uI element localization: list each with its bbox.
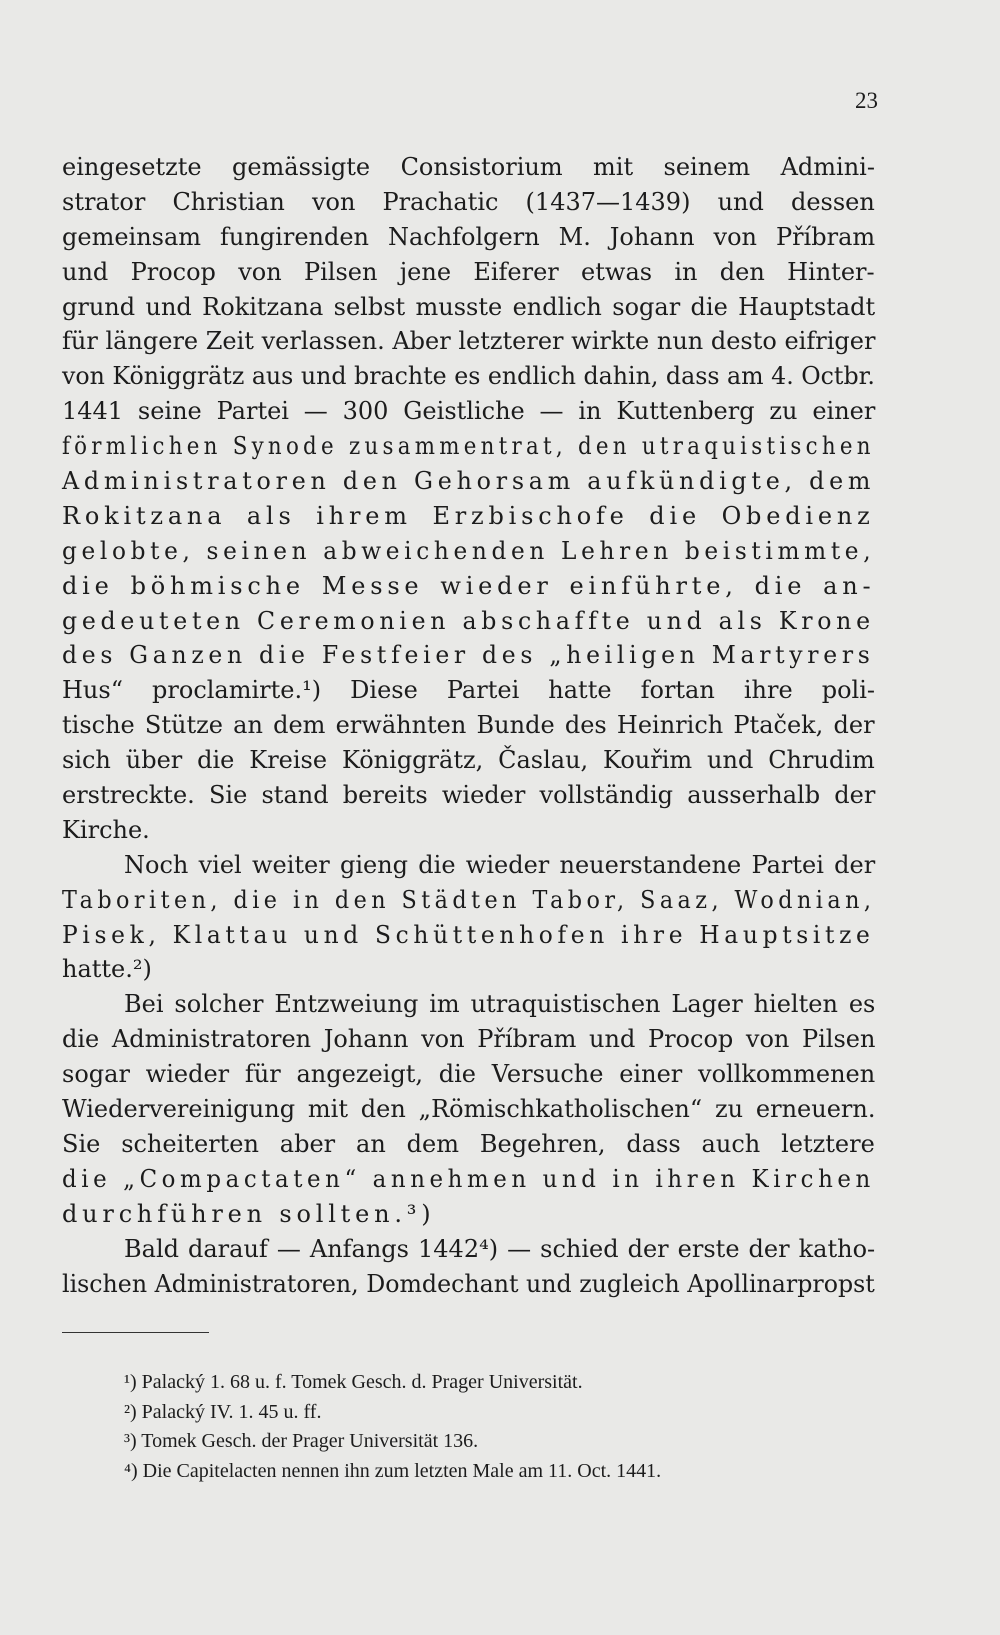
text-line: Noch viel weiter gieng die wieder neuerstandene Partei der (124, 850, 876, 879)
text-line: Rokitzana als ihrem Erzbischofe die Obedienz (62, 501, 875, 530)
text-line: 1441 seine Partei — 300 Geistliche — in Kuttenberg zu einer (62, 397, 876, 426)
text-line: und Procop von Pilsen jene Eiferer etwas in den Hinter- (62, 257, 875, 286)
text-line: Hus“ proclamirte.¹) Diese Partei hatte fortan ihre poli- (62, 676, 876, 705)
text-line: Taboriten, die in den Städten Tabor, Saaz, Wodnian, (62, 885, 876, 914)
text-line: die Administratoren Johann von Příbram und Procop von Pilsen (62, 1025, 876, 1054)
footnotes (124, 1368, 884, 1486)
text-line: von Königgrätz aus und brachte es endlich dahin, dass am 4. Octbr. (62, 362, 875, 391)
text-line: erstreckte. Sie stand bereits wieder vollständig ausserhalb der (62, 781, 876, 810)
text-line: des Ganzen die Festfeier des „heiligen Martyrers (62, 641, 875, 670)
text-line: sogar wieder für angezeigt, die Versuche einer vollkommenen (62, 1060, 876, 1089)
text-line: gemeinsam fungirenden Nachfolgern M. Johann von Příbram (62, 222, 876, 251)
page-number: 23 (855, 88, 878, 113)
text-line: die „Compactaten“ annehmen und in ihren Kirchen (62, 1164, 875, 1193)
text-line: grund und Rokitzana selbst musste endlich sogar die Hauptstadt (62, 292, 876, 321)
text-line: Kirche. (62, 815, 150, 844)
footnote: ¹) Palacký 1. 68 u. f. Tomek Gesch. d. Prager Universität. (124, 1371, 583, 1393)
text-line: lischen Administratoren, Domdechant und zugleich Apollinarpropst (62, 1269, 875, 1298)
text-line: strator Christian von Prachatic (1437—1439) und dessen (62, 187, 875, 216)
text-line: gelobte, seinen abweichenden Lehren beistimmte, (62, 536, 876, 565)
footnote: ²) Palacký IV. 1. 45 u. ff. (124, 1400, 322, 1423)
text-line: sich über die Kreise Königgrätz, Časlau, Kouřim und Chrudim (62, 746, 875, 775)
text-line: Wiedervereinigung mit den „Römischkatholischen“ zu erneuern. (62, 1095, 876, 1124)
text-line: förmlichen Synode zusammentrat, den utraquistischen (62, 432, 875, 461)
text-line: Pisek, Klattau und Schüttenhofen ihre Hauptsitze (62, 920, 875, 949)
text-line: durchführen sollten.³) (62, 1199, 436, 1228)
text-line: hatte.²) (62, 955, 152, 984)
footnote: ³) Tomek Gesch. der Prager Universität 136. (124, 1430, 479, 1452)
text-line: tische Stütze an dem erwähnten Bunde des Heinrich Ptaček, der (62, 711, 875, 740)
body-text (62, 150, 875, 1301)
text-line: gedeuteten Ceremonien abschaffte und als Krone (62, 606, 875, 635)
text-line: Bei solcher Entzweiung im utraquistischen Lager hielten es (124, 990, 876, 1019)
footnote-divider (62, 1332, 209, 1333)
text-line: die böhmische Messe wieder einführte, die an- (62, 571, 876, 600)
text-line: für längere Zeit verlassen. Aber letzterer wirkte nun desto eifriger (62, 327, 876, 356)
text-line: Sie scheiterten aber an dem Begehren, dass auch letztere (62, 1129, 875, 1158)
text-line: Bald darauf — Anfangs 1442⁴) — schied der erste der katho- (124, 1234, 876, 1263)
text-line: eingesetzte gemässigte Consistorium mit seinem Admini- (62, 153, 875, 181)
footnote: ⁴) Die Capitelacten nennen ihn zum letzten Male am 11. Oct. 1441. (124, 1459, 662, 1482)
text-line: Administratoren den Gehorsam aufkündigte, dem (62, 467, 876, 496)
